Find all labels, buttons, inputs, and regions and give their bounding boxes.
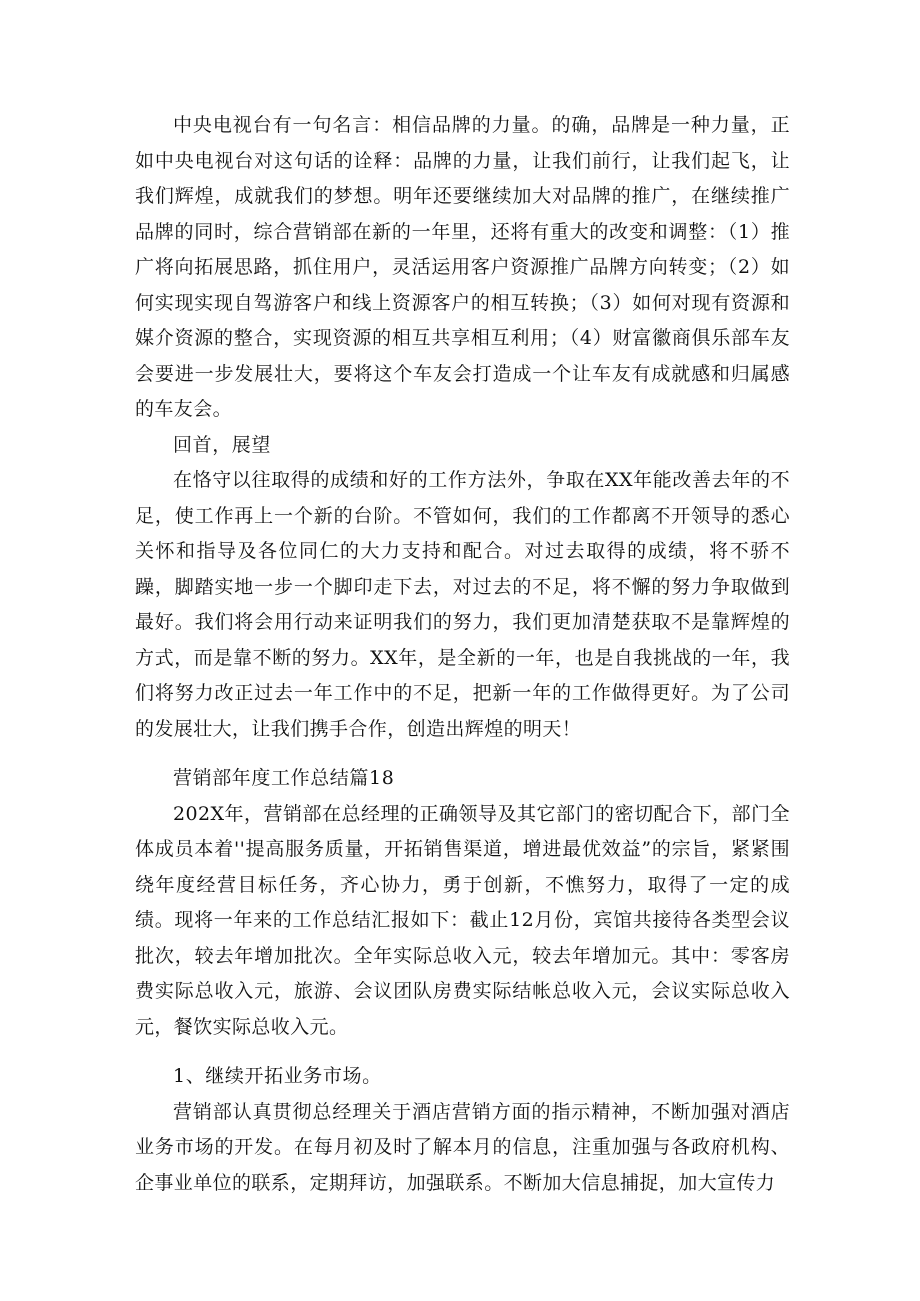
paragraph-outlook: 在恪守以往取得的成绩和好的工作方法外，争取在XX年能改善去年的不足，使工作再上一个新的台阶。不管如何，我们的工作都离不开领导的悉心关怀和指导及各位同仁的大力支持和配合。对过去取得的成绩，将不骄不躁，脚踏实地一步一个脚印走下去，对过去的不足，将不懈的努力争取做到最好。我们将会用行动来证明我们的努力，我们更加清楚获取不是靠辉煌的方式，而是靠不断的努力。XX年，是全新的一年，也是自我挑战的一年，我们将努力改正过去一年工作中的不足，把新一年的工作做得更好。为了公司的发展壮大，让我们携手合作，创造出辉煌的明天！ xyxy=(135,469,790,740)
paragraph-annual-summary: 202X年，营销部在总经理的正确领导及其它部门的密切配合下，部门全体成员本着''提高服务质量，开拓销售渠道，增进最优效益”的宗旨，紧紧围绕年度经营目标任务，齐心协力，勇于创新，不憔努力，取得了一定的成绩。现将一年来的工作总结汇报如下：截止12月份，宾馆共接待各类型会议批次，较去年增加批次。全年实际总收入元，较去年增加元。其中：零客房费实际总收入元，旅游、会议团队房费实际结帐总收入元，会议实际总收入元，餐饮实际总收入元。 xyxy=(135,802,790,1038)
document-page xyxy=(135,108,790,1201)
heading-summary-18: 营销部年度工作总结篇18 xyxy=(173,767,395,789)
heading-market-expansion: 1、继续开拓业务市场。 xyxy=(173,1065,382,1087)
section-spacer xyxy=(135,1045,790,1059)
section-spacer xyxy=(135,747,790,761)
paragraph-brand-power: 中央电视台有一句名言：相信品牌的力量。的确，品牌是一种力量，正如中央电视台对这句话的诠释：品牌的力量，让我们前行，让我们起飞，让我们辉煌，成就我们的梦想。明年还要继续加大对品牌的推广，在继续推广品牌的同时，综合营销部在新的一年里，还将有重大的改变和调整：（1）推广将向拓展思路，抓住用户，灵活运用客户资源推广品牌方向转变；（2）如何实现实现自驾游客户和线上资源客户的相互转换；（3）如何对现有资源和媒介资源的整合，实现资源的相互共享相互利用；（4）财富徽商俱乐部车友会要进一步发展壮大，要将这个车友会打造成一个让车友有成就感和归属感的车友会。 xyxy=(135,114,790,420)
heading-review-outlook: 回首，展望 xyxy=(173,433,272,456)
paragraph-market-expansion: 营销部认真贯彻总经理关于酒店营销方面的指示精神，不断加强对酒店业务市场的开发。在每月初及时了解本月的信息，注重加强与各政府机构、企事业单位的联系，定期拜访，加强联系。不断加大信息捕捉，加大宣传力 xyxy=(135,1100,790,1194)
